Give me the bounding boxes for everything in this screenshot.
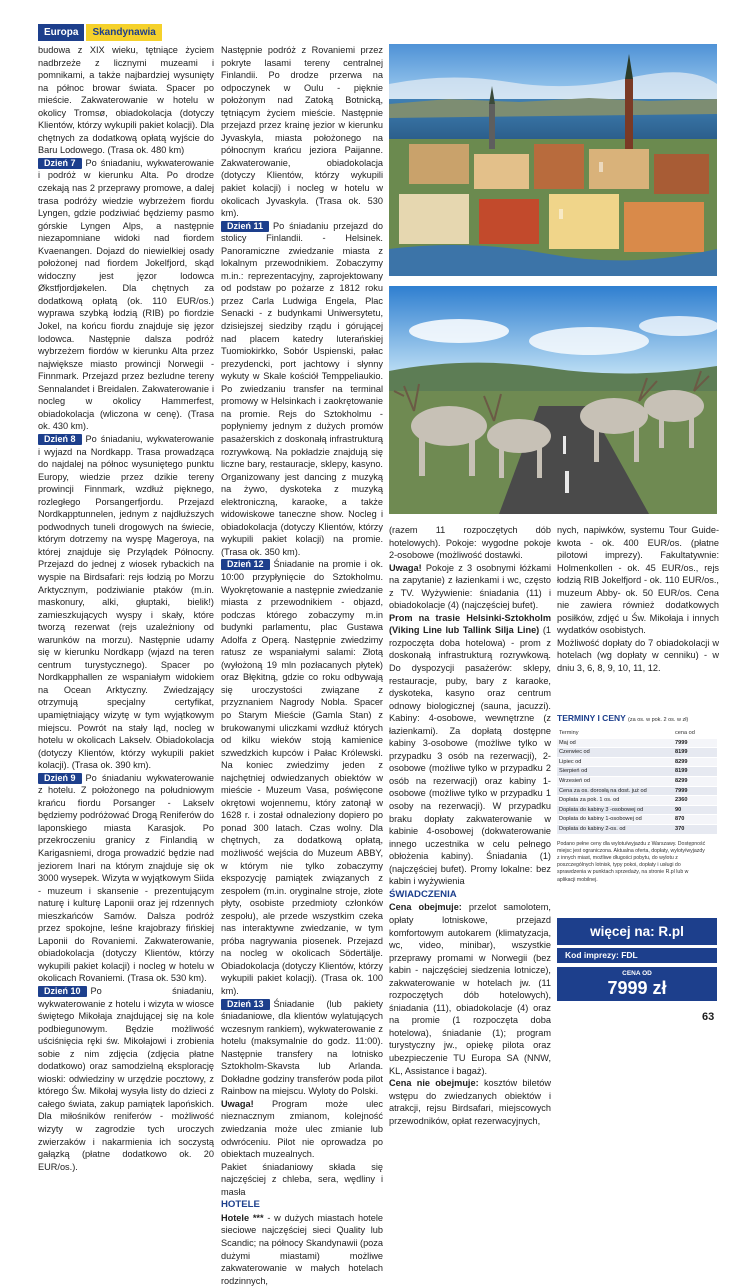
excluded-text: kosztów biletów wstępu do zwiedzanych obiektów i atrakcji, rejsu Birdsafari, miejscowych przewodników, opłat rezerwacyjnych, bbox=[389, 1078, 551, 1126]
uwaga-label: Uwaga! bbox=[221, 1098, 254, 1109]
stockholm-photo bbox=[389, 44, 717, 276]
day-9-text: Po śniadaniu wykwaterowanie z hotelu. Z położonego na południowym krańcu fiordu Porsanger - Lakselv będziemy podróżować Drogą Reniferów do laponskiego miasta Karasjok. Po przekroczeniu granicy z Finlandią w Karigasniemi, droga prowadzić będzie nad jeziorem Inari na którym znajduje się ok 3000 wysepek. Wizyta w wyjątkowym Siida - muzeum i skansenie - prezentującym naturę i kulturę Laponii oraz jej rdzennych mieszkańców Samów. Dalsza podróż przez spokojne, leśne krajobrazy fińskiej Laponii do Rovaniemi. Zakwaterowanie, obiadokolacja (dotyczy Klientów, którzy wykupili pakiet kolacji) i nocleg w hotelu w okolicach Rovaniemi. (Trasa ok. 530 km). bbox=[38, 772, 214, 984]
trip-code: Kod imprezy: FDL bbox=[557, 948, 717, 963]
day-9-paragraph bbox=[38, 772, 214, 985]
day-7-paragraph bbox=[38, 157, 214, 433]
day-7-text: Po śniadaniu, wykwaterowanie i podróż w kierunku Alta. Po drodze czekają nas 2 przeprawy promowe, a dalej trasa podróży wiedzie wybrzeżem fiordu Lyngen, gdzie podziwiać będziemy pasmo górskie Lyngen Alps, a następnie niezapomniane widoki nad fiordem Kvaenangen. Dojazd do niewielkiej osady położonej nad fiordem Jokelfjord, skąd widoczny jest jęzor lodowca Økstfjordjøkelen. Dla chętnych za dodatkową opłatą (ok. 110 EUR/os.) wyprawa szybką łodzią (RIB) po fiordzie Jokel, na końcu fiordu znajduje się jęzor lodowca. Następnie dalsza podróż wybrzeżem fiordów w kierunku Alta przez największe miasto prowincji Norwegii - Finnmark. Przejazd przez bezludne tereny Sennalandet i Breidalen. Zakwaterowanie i nocleg w okolicy Hammerfest, obiadokolacja (wliczona w cenę). (Trasa ok. 430 km). bbox=[38, 157, 214, 432]
price-row-value: 8299 bbox=[673, 757, 717, 767]
price-box bbox=[557, 967, 717, 1001]
col2-intro: Następnie podróż z Rovaniemi przez pokryte lasami tereny centralnej Finlandii. Po drodze przerwa na odpoczynek w Oulu - pięknie położonym nad Zatoką Botnicką, tętniącym życiem mieście. Następnie przejazd przez krainę jezior w kierunku Jyvaskyla, miasta położonego na północnym krańcu jeziora Paijanne. Zakwaterowanie, obiadokolacja (dotyczy Klientów, którzy wykupili pakiet kolacji) i nocleg w hotelu w okolicach Jyvaskyla. (Trasa ok. 530 km). bbox=[221, 45, 383, 219]
included-label: Cena obejmuje: bbox=[389, 902, 462, 913]
price-row-label: Dopłata do kabiny 2-os. od bbox=[557, 824, 673, 834]
col4-text-2: Możliwość dopłaty do 7 obiadokolacji w hotelach (wg dopłaty w cenniku) - w dniu 3, 6, 8, 9, 10, 11, 12. bbox=[557, 637, 719, 674]
price-row-label: Dopłata za pok. 1 os. od bbox=[557, 796, 673, 806]
price-row bbox=[557, 796, 717, 806]
col3-uwaga-label: Uwaga! bbox=[389, 562, 422, 573]
day-12-label: Dzień 12 bbox=[221, 559, 270, 570]
ferry-paragraph bbox=[389, 612, 551, 888]
prices-section bbox=[557, 713, 717, 884]
uwaga-paragraph bbox=[221, 1098, 383, 1161]
day-11-paragraph bbox=[221, 220, 383, 559]
prices-header-row bbox=[557, 729, 717, 738]
excluded-label: Cena nie obejmuje: bbox=[389, 1078, 479, 1089]
price-row bbox=[557, 805, 717, 815]
price-row bbox=[557, 757, 717, 767]
day-12-text: Śniadanie na promie i ok. 10:00 przypłynięcie do Sztokholmu. Wyokrętowanie a następnie zwiedzanie miasta z przewodnikiem - objazd, podczas którego zobaczymy m.in budynki parlamentu, plac Gustawa Adolfa z Operą. Następnie zwiedzimy ratusz ze wspaniałymi salami: Złotą (wyłożoną 19 mln pozłacanych płytek) oraz Błękitną, gdzie co roku odbywają się uroczystości związane z przyznaniem Nagrody Nobla. Spacer po Starym Mieście (Gamla Stan) z brukowanymi uliczkami wzdłuż których od kilku wieków stoją kamienice szwedzkich kupców i Pałac Królewski. Na koniec zwiedzimy jeden z najchętniej odwiedzanych obiektów w mieście - Muzeum Vasa, poświęcone okrętowi wojennemu, który zatonął w 1628 r. i został odnaleziony dopiero po ponad 300 latach. Czas wolny. Dla chętnych, za dodatkową opłatą, możliwość wejścia do Muzeum ABBY, w którym nie tylko zobaczymy ekspozycję pamiątek związanych z zespołem (m.in. oryginalne stroje, złote płyty, osobiste przedmioty członków zespołu), ale przede wszystkim czeka nas interaktywne zwiedzanie, w tym próba nagrywania piosenek. Przejazd na nocleg w okolicach Södertälje. Obiadokolacja (dotyczy Klientów, którzy wykupili pakiet kolacji). (Trasa ok. 100 km). bbox=[221, 559, 383, 997]
price-box-value: 7999 zł bbox=[607, 978, 667, 998]
price-row bbox=[557, 748, 717, 758]
reindeer-photo bbox=[389, 286, 717, 514]
price-row-label: Dopłata do kabiny 1-osobowej od bbox=[557, 815, 673, 825]
col3-uwaga-text: Pokoje z 3 osobnymi łóżkami na zapytanie) z łazienkami i wc, często z TV. Wyżywienie: śniadania (11) i obiadokolacje (4) (najczęściej bufet). bbox=[389, 562, 551, 611]
price-box-label: CENA OD bbox=[622, 970, 652, 977]
day-8-label: Dzień 8 bbox=[38, 434, 82, 445]
col3-intro: (razem 11 rozpoczętych dób hotelowych). Pokoje: wygodne pokoje 2-osobowe (możliwość dostawki. bbox=[389, 525, 551, 561]
reindeer-illustration bbox=[389, 286, 717, 514]
col1-intro: budowa z XIX wieku, tętniące życiem nadbrzeże z licznymi muzeami i pomnikami, a także najbardziej wysunięty na północ browar świata. Spacer po mieście. Zakwaterowanie w hotelu w okolicy Tromsø, obiadokolacja (dotyczy Klientów, którzy wykupili pakiet kolacji). Dla chętnych za dodatkową opłatą wyjście do Baru Lodowego. (Trasa ok. 480 km) bbox=[38, 45, 214, 156]
price-row bbox=[557, 815, 717, 825]
price-row-value: 370 bbox=[673, 824, 717, 834]
price-row-value: 870 bbox=[673, 815, 717, 825]
price-row-label: Wrzesień od bbox=[557, 776, 673, 786]
price-row-label: Cena za os. dorosłą na dost. już od bbox=[557, 786, 673, 796]
day-11-label: Dzień 11 bbox=[221, 221, 269, 232]
col3-uwaga-paragraph bbox=[389, 562, 551, 612]
day-13-label: Dzień 13 bbox=[221, 999, 270, 1010]
uwaga-text: Program może ulec nieznacznym zmianom, kolejność zwiedzania może ulec zmianie lub odwróceniu. Pilot nie oprowadza po obiektach muzealnych. bbox=[221, 1098, 384, 1160]
day-10-text: Po śniadaniu, wykwaterowanie z hotelu i wizyta w wiosce świętego Mikołaja znajdującej się na kole podbiegunowym. Będzie możliwość uściśnięcia ręki św. Mikołajowi i zrobienia sobie z nim zdjęcia (zdjęcia płatne dodatkowo) oraz samodzielną eksplorację wioski: odwiedziny w urzędzie pocztowy, z którego Św. Mikołaj wysyła listy do dzieci z całego świata, zakup pamiątek lapońskich. Dla miłośników reniferów - możliwość wizyty w zagrodzie tych uroczych zwierzaków i nakarmienia ich soczystą gałązką (płatne dodatkowo ok. 20 EUR/os.). bbox=[38, 986, 214, 1172]
ferry-text: (1 rozpoczęta doba hotelowa) - prom z doskonałą infrastrukturą rozrywkową. Do dyspozycji pasażerów: sklepy, restauracje, puby, bary z karaoke, dyskoteka, kasyno oraz centrum odnowy biologicznej (sauna, jacuzzi). Kabiny: 4-osobowe, wewnętrzne (z łazienkami). Za dopłatą dostępne kabiny 3-osobowe (możliwe tylko w przypadku 3 osób na rezerwacji), 2-osobowe (możliwe tylko w przypadku 2 osób na rezerwacji) oraz kabiny 1-osobowe (możliwe tylko w przypadku 1 osoby na rezerwacji). W przypadku braku dopłaty zakwaterowanie w kabinie 4-osobowej (dokwaterowanie innego uczestnika w celu pełnego obłożenia kabiny). Śniadania (1) (najczęściej bufet). Promy lokalne: bez kabin i wyżywienia bbox=[389, 625, 551, 887]
col-cena: cena od bbox=[673, 729, 717, 738]
price-row bbox=[557, 786, 717, 796]
day-12-paragraph bbox=[221, 558, 383, 997]
prices-title-text: TERMINY I CENY bbox=[557, 713, 626, 723]
excluded-paragraph bbox=[389, 1077, 551, 1127]
day-10-paragraph bbox=[38, 985, 214, 1173]
day-11-text: Po śniadaniu przejazd do stolicy Finlandii. - Helsinek. Panoramiczne zwiedzanie miasta z lokalnym przewodnikiem. Zobaczymy m.in.: reprezentacyjny, zaprojektowany od podstaw po pożarze z 1812 roku przez Carla Ludwiga Engela, Plac Senacki - z budynkami Uniwersytetu, dzisiejszej siedziby rządu i górującej nad placem katedry luterańskiej Tuomiokirkko, Sobór Uspienski, pałac prezydencki, port jachtowy i słynny wykuty w Skale kościół Temppeliaukio. Po zwiedzaniu transfer na terminal promowy w Helsinkach i zaokrętowanie na promie. Rejs do Sztokholmu - popłyniemy jednym z dużych promów pasażerskich z doskonałą infrastrukturą rozrywkową. Na pokładzie znajdują się liczne bary, restauracje, sklepy, kasyno. Organizowany jest dancing z muzyką na żywo, dyskoteka z muzyką elektroniczną, karaoke, a także widowiskowe taneczne show. Nocleg i obiadokolacja (dotyczy Klientów, którzy wykupili pakiet kolacji) na promie. (Trasa ok. 350 km). bbox=[221, 220, 383, 557]
price-row-value: 7999 bbox=[673, 786, 717, 796]
stockholm-illustration bbox=[389, 44, 717, 276]
included-paragraph bbox=[389, 901, 551, 1077]
price-row-value: 7999 bbox=[673, 738, 717, 748]
region-tags bbox=[38, 24, 162, 41]
price-row-value: 2360 bbox=[673, 796, 717, 806]
day-7-label: Dzień 7 bbox=[38, 158, 82, 169]
prices-note: Podano pełne ceny dla wylotu/wyjazdu z Warszawy. Dostępność miejsc jest ograniczona. Aktualna oferta, dopłaty, wyloty/wyjazdy z innych miast, możliwe długości pobytu, do wylotu z poszczególnych lotnisk, typy pokoi, dopłaty i usługi do sprawdzenia w punktach sprzedaży, na stronie R.pl lub w aplikacji mobilnej. bbox=[557, 840, 706, 883]
column-4 bbox=[557, 524, 719, 675]
price-row-label: Sierpień od bbox=[557, 767, 673, 777]
hotele-text: - w dużych miastach hotele sieciowe najczęściej sieci Quality lub Scandic; na północy Skandynawii (poza dużymi miastami) możliwe zakwaterowanie w małych hotelach rodzinnych, bbox=[221, 1212, 383, 1286]
day-9-label: Dzień 9 bbox=[38, 773, 82, 784]
ferry-heading: Prom na trasie Helsinki-Sztokholm (Viking Line lub Tallink Silja Line) bbox=[389, 612, 551, 636]
swiadczenia-heading: ŚWIADCZENIA bbox=[389, 888, 457, 900]
day-13-text: Śniadanie (lub pakiety śniadaniowe, dla klientów wylatujących wczesnym rankiem), wykwaterowanie z hotelu (maksymalnie do godz. 11:00). Następnie transfery na lotnisko Sztokholm-Skavsta lub Arlanda. Dokładne godziny transferów poda pilot Rainbow na miejscu. Wyloty do Polski. bbox=[221, 998, 383, 1097]
day-10-label: Dzień 10 bbox=[38, 986, 87, 997]
price-row-value: 8299 bbox=[673, 776, 717, 786]
day-13-paragraph bbox=[221, 998, 383, 1098]
price-row-value: 8199 bbox=[673, 748, 717, 758]
col-terminy: Terminy bbox=[557, 729, 673, 738]
price-row bbox=[557, 738, 717, 748]
hotele-heading: HOTELE bbox=[221, 1199, 260, 1211]
price-row-label: Maj od bbox=[557, 738, 673, 748]
page-number: 63 bbox=[702, 1011, 715, 1023]
price-row-value: 8199 bbox=[673, 767, 717, 777]
price-row-label: Lipiec od bbox=[557, 757, 673, 767]
price-row bbox=[557, 767, 717, 777]
day-8-text: Po śniadaniu, wykwaterowanie i wyjazd na Nordkapp. Trasa prowadząca do najdalej na północ wysuniętego punktu Europy, wiedzie przez dzikie tereny prowincji Finnmark, wzdłuż pięknego, rozległego Porsangerfjordu. Przejazd Nordkapptunnelen, jednym z najdłuższych podwodnych tuneli drogowych na świecie, którym dotrzemy na wyspę Mageroya, na której znajduje się Przylądek Północny. Przejazd do jednej z wiosek rybackich na wyspie na Birdsafari: rejs łodzią po Morzu Arktycznym, podziwianie ptaków (m.in. maskonury, alki, głuptaki, bielik!) zamieszkujących wyspy i skały, które tworzą rezerwat (rejs uzależniony od warunków na morzu). Następnie udamy się w kierunku Nordkapp (wjazd na teren centrum turystycznego). Spacer po Nordkapphallen ze wspaniałym widokiem na Ocean Arktyczny. Zwiedzający otrzymują specjalny certyfikat, upamiętniający wizytę w tym wyjątkowym miejscu. Powrót na stały ląd, nocleg w hotelu w okolicach Lakselv. Obiadokolacja (dotyczy Klientów, którzy wykupili pakiet kolacji). (Trasa ok. 390 km). bbox=[38, 433, 214, 771]
prices-title bbox=[557, 713, 717, 726]
price-row-label: Dopłata do kabiny 3 -osobowej od bbox=[557, 805, 673, 815]
tag-skandynawia: Skandynawia bbox=[86, 24, 161, 41]
price-row bbox=[557, 824, 717, 834]
column-1 bbox=[38, 44, 214, 1173]
hotele-label: Hotele *** bbox=[221, 1212, 264, 1223]
column-2 bbox=[221, 44, 383, 1287]
breakfast-note: Pakiet śniadaniowy składa się najczęściej z chleba, sera, wędliny i masła bbox=[221, 1161, 383, 1197]
col4-text-1: nych, napiwków, systemu Tour Guide- kwota - ok. 400 EUR/os. (płatne pilotowi imprezy). Fakultatywnie: Holmenkollen - ok. 45 EUR/os., rejs łodzią RIB Jokelfjord - ok. 110 EUR/os., muzeum Abby- ok. 50 EUR/os. Cena nie zawiera również dodatkowych posiłków, zdjęć u Św. Mikołaja i innych wydatków osobistych. bbox=[557, 525, 719, 636]
day-8-paragraph bbox=[38, 433, 214, 772]
price-row bbox=[557, 776, 717, 786]
column-3 bbox=[389, 524, 551, 1127]
included-text: przelot samolotem, opłaty lotniskowe, przejazd komfortowym autokarem (klimatyzacja, wc, video, minibar), wszystkie przeprawy promami w Norwegii (bez kabin - najczęściej siedzenia lotnicze), zakwaterowanie w hotelach jw. (11 rozpoczętych dób hotelowych), śniadania (11), obiadokolacje (4) oraz na promie (1 rozpoczęta doba hotelowa), śniadanie (1); program turystyczny jw., opiekę pilota oraz ubezpieczenie TU Europa SA (NNW, KL, Assistance i bagaż). bbox=[389, 902, 551, 1076]
tag-europa: Europa bbox=[38, 24, 84, 41]
price-row-label: Czerwiec od bbox=[557, 748, 673, 758]
price-row-value: 90 bbox=[673, 805, 717, 815]
prices-table bbox=[557, 729, 717, 835]
more-info-button[interactable]: więcej na: R.pl bbox=[557, 918, 717, 945]
prices-title-sub: (za os. w pok. 2 os. w zł) bbox=[628, 717, 689, 723]
hotele-paragraph bbox=[221, 1212, 383, 1287]
